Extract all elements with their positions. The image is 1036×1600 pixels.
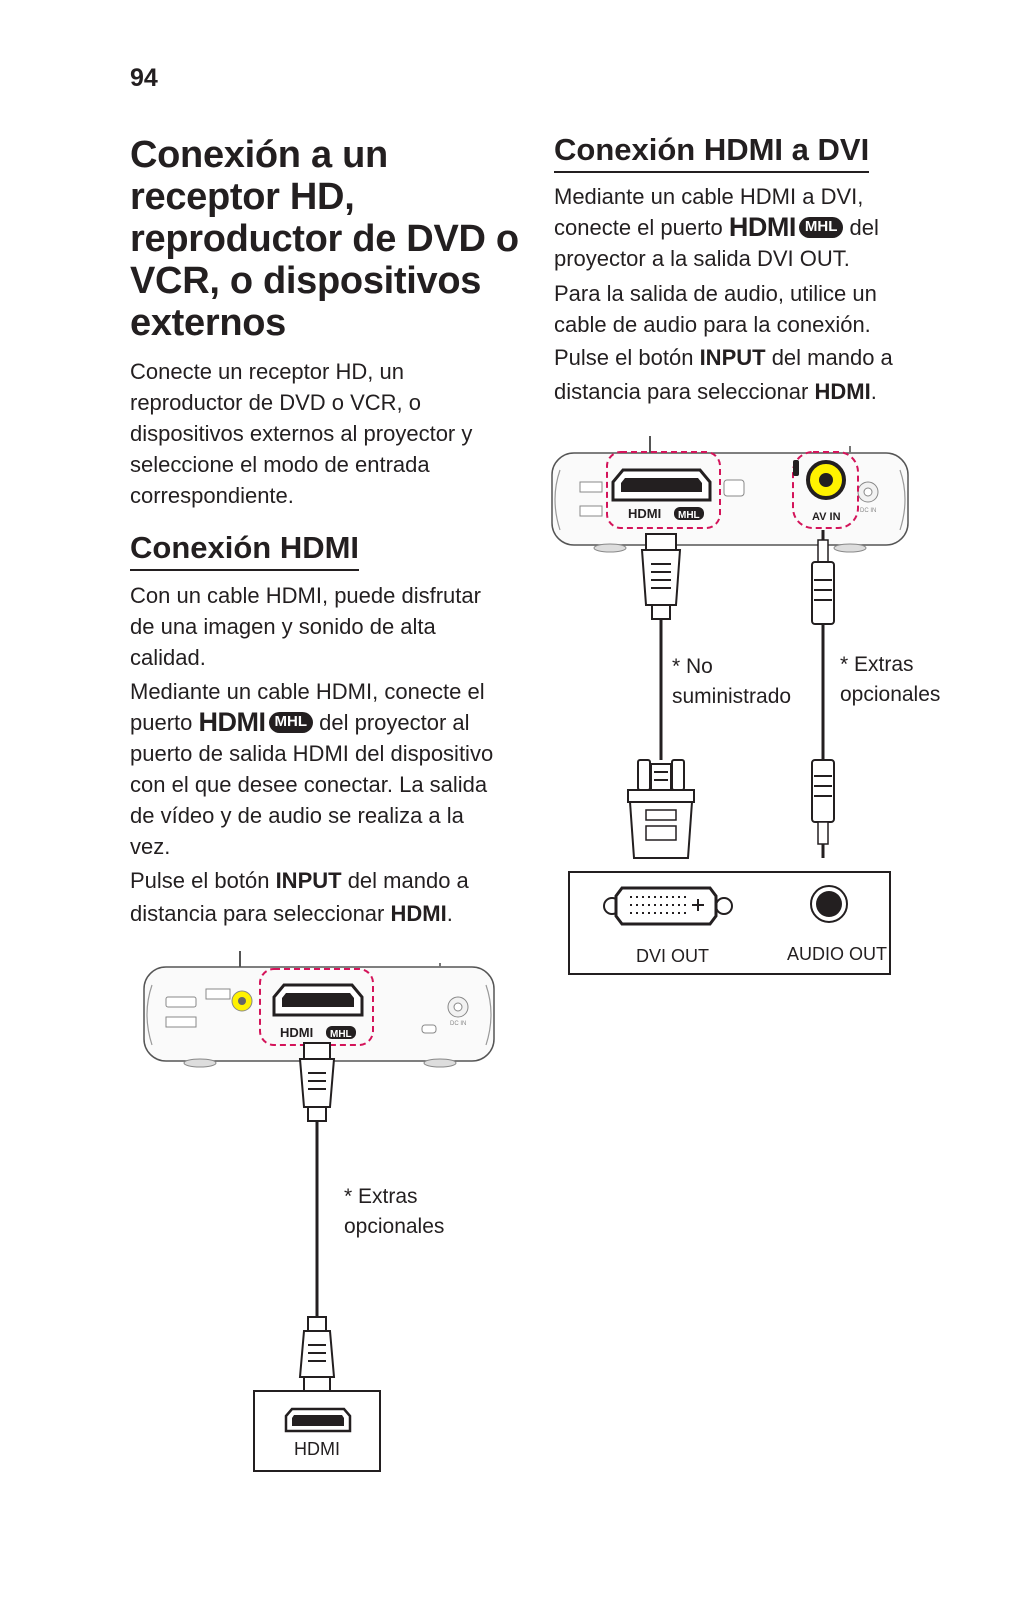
page-number: 94 (130, 64, 158, 92)
note-optional-extras-left: * Extras opcionales (344, 1185, 445, 1238)
hdmi-section-heading: Conexión HDMI (130, 530, 359, 571)
audio-out-label: AUDIO OUT (787, 944, 888, 964)
note-not-supplied: * No suministrado (672, 655, 792, 708)
page-title: Conexión a un receptor HD, reproductor de DVD o VCR, o dispositivos externos (130, 134, 519, 344)
dvi-section-heading: Conexión HDMI a DVI (554, 132, 869, 173)
dvi-para-1-start: Mediante un cable HDMI a DVI, conecte el puerto (554, 184, 864, 240)
input-button-name: INPUT (699, 345, 766, 370)
hdmi-para-2-start: Mediante un cable HDMI, conecte el puerto (130, 679, 485, 735)
mhl-port-text: MHL (330, 1029, 352, 1040)
input-button-name: INPUT (275, 868, 342, 893)
dvi-para-1-end: del proyector a la salida DVI OUT. (554, 215, 879, 271)
dvi-para-1 (554, 181, 934, 274)
hdmi-cable-bottom-plug (300, 1317, 334, 1391)
note-optional-extras-right: * Extras opcionales (840, 653, 941, 706)
hdmi-mode-name: HDMI (814, 379, 871, 404)
hdmi-para-3-mid: del mando a distancia para seleccionar (130, 868, 469, 926)
hdmi-para-3-start: Pulse el botón (130, 868, 270, 893)
mhl-badge: MHL (269, 712, 314, 733)
projector-back-panel (552, 436, 908, 552)
dvi-para-3 (554, 341, 934, 409)
hdmi-para-2-end: del proyector al puerto de salida HDMI del dispositivo con el que desee conectar. La salida de vídeo y de audio se realiza a la vez. (130, 710, 494, 859)
hdmi-port-label: HDMI (728, 212, 796, 242)
hdmi-port-text: HDMI (280, 1025, 314, 1040)
hdmi-para-3 (130, 864, 500, 930)
hdmi-cable-connector (642, 534, 680, 619)
dc-in-label: DC IN (450, 1021, 467, 1027)
intro-paragraph: Conecte un receptor HD, un reproductor de DVD o VCR, o dispositivos externos al proyector y seleccione el modo de entrada correspondiente. (130, 359, 473, 508)
hdmi-para-2 (130, 676, 500, 862)
hdmi-port-text: HDMI (628, 506, 662, 521)
mhl-port-text: MHL (678, 510, 700, 521)
dvi-para-2: Para la salida de audio, utilice un cable de audio para la conexión. (554, 281, 877, 337)
hdmi-mode-name: HDMI (390, 901, 447, 926)
dc-in-label: DC IN (860, 508, 877, 514)
dvi-connector (628, 760, 694, 858)
dvi-para-3-start: Pulse el botón (554, 345, 694, 370)
audio-cable-bottom-plug (812, 760, 834, 858)
hdmi-para-1: Con un cable HDMI, puede disfrutar de una imagen y sonido de alta calidad. (130, 583, 481, 670)
av-in-label: AV IN (812, 511, 841, 523)
dvi-out-label: DVI OUT (636, 946, 710, 966)
dvi-para-3-mid: del mando a distancia para seleccionar (554, 345, 893, 404)
hdmi-cable-top-plug (300, 1043, 334, 1121)
dvi-para-3-end: . (870, 379, 877, 404)
hdmi-para-3-end: . (446, 901, 453, 926)
mhl-badge: MHL (799, 217, 844, 238)
hdmi-port-label: HDMI (198, 707, 266, 737)
device-hdmi-label: HDMI (294, 1439, 340, 1459)
dvi-out-port-icon (604, 888, 732, 924)
